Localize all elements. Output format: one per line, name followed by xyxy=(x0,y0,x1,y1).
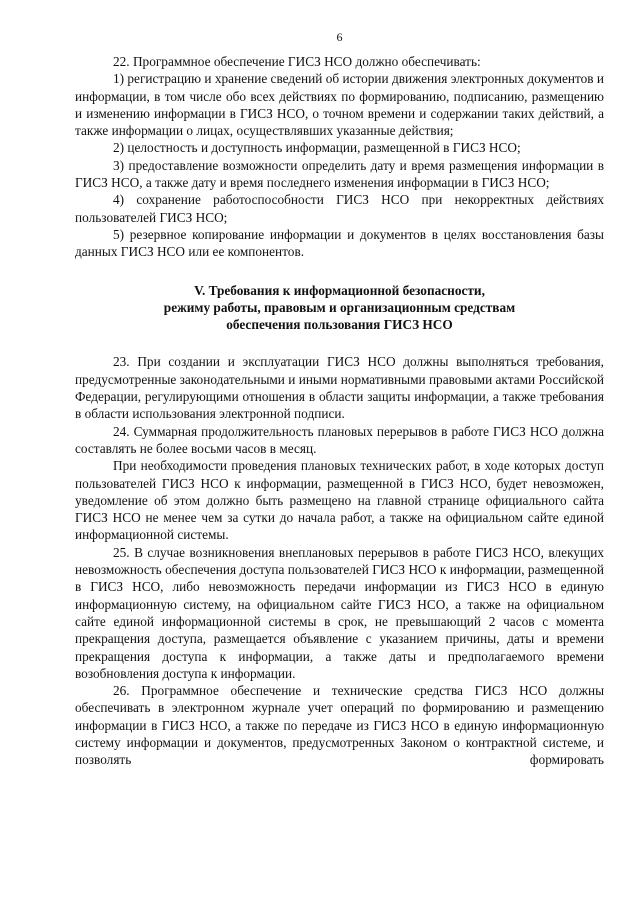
paragraph-24-continuation: При необходимости проведения плановых технических работ, в ходе которых доступ пользователей ГИСЗ НСО к информации, размещенной в ГИСЗ НСО, будет невозможен, уведомление об этом должно быть размещено на главной странице официального сайта ГИСЗ НСО не менее чем за сутки до начала работ, а также на официальном сайте единой информационной системы. xyxy=(75,458,604,543)
list-item-5: 5) резервное копирование информации и документов в целях восстановления базы данных ГИСЗ НСО или ее компонентов. xyxy=(75,226,604,260)
paragraph-24: 24. Суммарная продолжительность плановых перерывов в работе ГИСЗ НСО должна составлять не более восьми часов в месяц. xyxy=(75,423,604,456)
paragraph-23: 23. При создании и эксплуатации ГИСЗ НСО должны выполняться требования, предусмотренные законодательными и иными нормативными правовыми актами Российской Федерации, регулирующими отношения в области защиты информации, а также требования в области использования электронной подписи. xyxy=(75,354,604,422)
paragraph-25: 25. В случае возникновения внеплановых перерывов в работе ГИСЗ НСО, влекущих невозможность обеспечения доступа пользователей ГИСЗ НСО к информации, размещенной в ГИСЗ НСО, либо невозможность передачи информации из ГИСЗ НСО в единую информационную систему, на официальном сайте ГИСЗ НСО, а также на официальном сайте единой информационной системы в срок, не превышающий 2 часов с момента прекращения доступа, размещается объявление с указанием причины, даты и времени прекращения доступа к информации, а также даты и предполагаемого времени возобновления доступа к информации. xyxy=(75,544,604,681)
page-number: 6 xyxy=(336,30,343,44)
section-heading xyxy=(75,282,604,334)
list-item-3: 3) предоставление возможности определить дату и время размещения информации в ГИСЗ НСО, а также дату и время последнего изменения информации в ГИСЗ НСО; xyxy=(75,157,604,191)
paragraph-22: 22. Программное обеспечение ГИСЗ НСО должно обеспечивать: xyxy=(113,54,481,69)
list-item-1: 1) регистрацию и хранение сведений об истории движения электронных документов и информации, в том числе обо всех действиях по формированию, подписанию, размещению и изменению информации в ГИСЗ НСО, о точном времени и содержании таких действий, а также информации о лицах, осуществлявших указанные действия; xyxy=(75,71,604,139)
section-heading-line-1: V. Требования к информационной безопасности, xyxy=(194,282,485,298)
list-item-4: 4) сохранение работоспособности ГИСЗ НСО при некорректных действиях пользователей ГИСЗ НСО; xyxy=(75,192,604,225)
section-heading-line-2: режиму работы, правовым и организационным средствам xyxy=(163,299,516,315)
section-heading-line-3: обеспечения пользования ГИСЗ НСО xyxy=(226,317,453,333)
paragraph-26: 26. Программное обеспечение и технические средства ГИСЗ НСО должны обеспечивать в электронном журнале учет операций по формированию и размещению информации в ГИСЗ НСО, а также по передаче из ГИСЗ НСО в единую информационную систему информации и документов, предусмотренных Законом о контрактной системе, и позволять формировать xyxy=(75,683,604,768)
list-item-2: 2) целостность и доступность информации, размещенной в ГИСЗ НСО; xyxy=(113,140,521,156)
